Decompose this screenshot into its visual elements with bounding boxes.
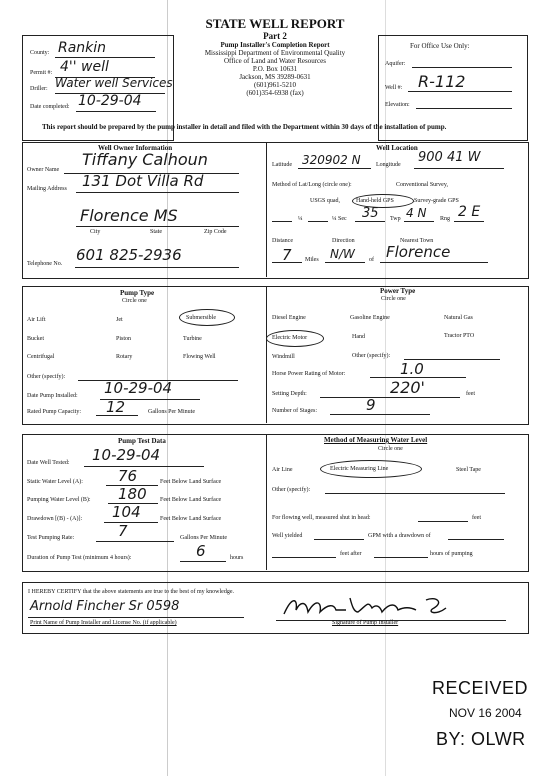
electric-motor-circle bbox=[266, 330, 324, 347]
duration-label: Duration of Pump Test (minimum 4 hours): bbox=[27, 555, 132, 561]
setting-depth-value[interactable]: 220' bbox=[390, 378, 425, 397]
pump-other-label: Other (specify): bbox=[27, 374, 66, 380]
city-state-value[interactable]: Florence MS bbox=[80, 206, 178, 225]
longitude-value[interactable]: 900 41 W bbox=[418, 150, 481, 165]
power-diesel[interactable]: Diesel Engine bbox=[272, 315, 306, 321]
measuring-circle-one: Circle one bbox=[378, 446, 403, 452]
power-gasoline[interactable]: Gasoline Engine bbox=[350, 315, 390, 321]
hp-value[interactable]: 1.0 bbox=[400, 360, 424, 378]
received-by: BY: OLWR bbox=[436, 729, 526, 749]
received-date: NOV 16 2004 bbox=[449, 706, 522, 720]
location-section-title: Well Location bbox=[376, 144, 418, 152]
longitude-label: Longitude bbox=[376, 162, 401, 168]
drawdown-value[interactable]: 104 bbox=[112, 503, 141, 521]
stages-value[interactable]: 9 bbox=[366, 396, 376, 414]
date-completed-value[interactable]: 10-29-04 bbox=[78, 93, 142, 109]
township-value[interactable]: 4 N bbox=[406, 206, 427, 220]
feet-label: feet bbox=[466, 391, 475, 397]
pump-test-title: Pump Test Data bbox=[118, 437, 166, 445]
pump-jet[interactable]: Jet bbox=[116, 317, 123, 323]
distance-value[interactable]: 7 bbox=[282, 246, 292, 264]
flowing-head-label: For flowing well, measured shut in head: bbox=[272, 515, 371, 521]
pump-bucket[interactable]: Bucket bbox=[27, 336, 44, 342]
power-electric-motor[interactable]: Electric Motor bbox=[272, 335, 308, 341]
pump-flowing-well[interactable]: Flowing Well bbox=[183, 354, 216, 360]
date-tested-value[interactable]: 10-29-04 bbox=[92, 446, 161, 464]
measuring-electric-line[interactable]: Electric Measuring Line bbox=[330, 466, 389, 472]
static-level-unit: Feet Below Land Surface bbox=[160, 479, 222, 485]
agency-office: Office of Land and Water Resources bbox=[224, 57, 326, 65]
pump-centrifugal[interactable]: Centrifugal bbox=[27, 354, 55, 360]
driller-value[interactable]: Water well Services bbox=[55, 76, 173, 90]
telephone-label: Telephone No. bbox=[27, 261, 63, 267]
duration-value[interactable]: 6 bbox=[196, 542, 206, 560]
date-tested-label: Date Well Tested: bbox=[27, 460, 70, 466]
drawdown-label: Drawdown [(B) - (A)]: bbox=[27, 516, 83, 522]
form-part: Part 2 bbox=[263, 31, 287, 41]
power-tractor-pto[interactable]: Tractor PTO bbox=[444, 333, 475, 339]
miles-label: Miles bbox=[305, 257, 319, 263]
installer-signature bbox=[276, 592, 456, 622]
hp-label: Horse Power Rating of Motor: bbox=[272, 371, 346, 377]
owner-name-value[interactable]: Tiffany Calhoun bbox=[82, 150, 208, 169]
static-level-value[interactable]: 76 bbox=[118, 467, 138, 485]
office-use-title: For Office Use Only: bbox=[410, 42, 470, 50]
method-survey-grade[interactable]: Survey-grade GPS bbox=[414, 198, 459, 204]
rated-capacity-label: Rated Pump Capacity: bbox=[27, 409, 81, 415]
well-number-label: Well #: bbox=[385, 85, 403, 91]
nearest-town-label: Nearest Town bbox=[400, 238, 434, 244]
power-type-title: Power Type bbox=[380, 287, 416, 295]
pump-rotary[interactable]: Rotary bbox=[116, 354, 133, 360]
instructions-text: This report should be prepared by the pump installer in detail and filed with the Department within 30 days of the installation of pump. bbox=[42, 123, 447, 131]
agency-pobox: P.O. Box 10631 bbox=[252, 65, 298, 73]
gpm-drawdown-label: GPM with a drawdown of bbox=[368, 533, 431, 539]
pump-air-lift[interactable]: Air Lift bbox=[27, 317, 46, 323]
static-level-label: Static Water Level (A): bbox=[27, 479, 83, 485]
mailing-address-label: Mailing Address bbox=[27, 186, 67, 192]
county-label: County: bbox=[30, 50, 50, 56]
quarter-1: ¼ bbox=[298, 216, 303, 222]
county-value[interactable]: Rankin bbox=[58, 40, 107, 56]
agency-line: Mississippi Department of Environmental Quality bbox=[204, 49, 346, 57]
test-rate-value[interactable]: 7 bbox=[118, 522, 128, 540]
measuring-other-label: Other (specify): bbox=[272, 487, 311, 493]
nearest-town-value[interactable]: Florence bbox=[386, 243, 451, 261]
certify-text: I HEREBY CERTIFY that the above statements are true to the best of my knowledge. bbox=[28, 589, 234, 595]
pump-circle-one: Circle one bbox=[122, 298, 147, 304]
quarter-sec-label: ¼ Sec bbox=[332, 216, 347, 222]
pump-piston[interactable]: Piston bbox=[116, 336, 132, 342]
well-number-value[interactable]: R-112 bbox=[418, 72, 466, 91]
latitude-label: Latitude bbox=[272, 162, 292, 168]
range-value[interactable]: 2 E bbox=[458, 204, 481, 220]
agency-city: Jackson, MS 39289-0631 bbox=[239, 73, 311, 81]
measuring-steel-tape[interactable]: Steel Tape bbox=[456, 467, 481, 473]
pumping-level-unit: Feet Below Land Surface bbox=[160, 497, 222, 503]
date-completed-label: Date completed: bbox=[30, 104, 70, 110]
agency-fax: (601)354-6938 (fax) bbox=[246, 89, 304, 97]
date-installed-label: Date Pump Installed: bbox=[27, 393, 78, 399]
hours-pumping-label: hours of pumping bbox=[430, 551, 473, 557]
state-label: State bbox=[150, 229, 162, 235]
power-windmill[interactable]: Windmill bbox=[272, 354, 295, 360]
agency-phone: (601)961-5210 bbox=[254, 81, 296, 89]
measuring-title: Method of Measuring Water Level bbox=[324, 436, 428, 444]
of-label: of bbox=[369, 257, 374, 263]
elevation-label: Elevation: bbox=[385, 102, 410, 108]
direction-value[interactable]: N/W bbox=[330, 247, 355, 261]
form-title: STATE WELL REPORT bbox=[205, 16, 345, 31]
pump-turbine[interactable]: Turbine bbox=[183, 336, 202, 342]
owner-name-label: Owner Name bbox=[27, 167, 60, 173]
telephone-value[interactable]: 601 825-2936 bbox=[76, 246, 182, 264]
form-header bbox=[170, 16, 380, 97]
stages-label: Number of Stages: bbox=[272, 408, 317, 414]
measuring-air-line[interactable]: Air Line bbox=[272, 467, 293, 473]
method-handheld[interactable]: Hand-held GPS bbox=[356, 198, 394, 204]
method-label: Method of Lat/Long (circle one): bbox=[272, 182, 352, 188]
feet-after-label: feet after bbox=[340, 551, 362, 557]
city-label: City bbox=[90, 229, 101, 235]
power-hand[interactable]: Hand bbox=[352, 334, 365, 340]
power-natural-gas[interactable]: Natural Gas bbox=[444, 315, 473, 321]
method-conventional[interactable]: Conventional Survey, bbox=[396, 182, 448, 188]
zip-label: Zip Code bbox=[204, 229, 227, 235]
power-other-label: Other (specify): bbox=[352, 353, 391, 359]
pumping-level-value[interactable]: 180 bbox=[118, 485, 147, 503]
aquifer-label: Aquifer: bbox=[385, 61, 406, 67]
setting-depth-label: Setting Depth: bbox=[272, 391, 307, 397]
direction-label: Direction bbox=[332, 238, 355, 244]
signature-label: Signature of Pump Installer bbox=[332, 620, 399, 626]
range-label: Rng bbox=[440, 216, 451, 222]
submersible-circle bbox=[179, 309, 235, 326]
test-rate-label: Test Pumping Rate: bbox=[27, 535, 75, 541]
pump-submersible[interactable]: Submersible bbox=[186, 315, 216, 321]
power-circle-one: Circle one bbox=[381, 296, 406, 302]
distance-label: Distance bbox=[272, 238, 293, 244]
installer-name-label: Print Name of Pump Installer and License No. (if applicable) bbox=[30, 620, 177, 626]
duration-unit: hours bbox=[230, 555, 244, 561]
permit-value[interactable]: 4'' well bbox=[60, 59, 109, 75]
driller-label: Driller: bbox=[30, 86, 48, 92]
pump-type-title: Pump Type bbox=[120, 289, 155, 297]
section-value[interactable]: 35 bbox=[362, 206, 379, 221]
flowing-feet-label: feet bbox=[472, 515, 481, 521]
owner-section-title: Well Owner Information bbox=[98, 144, 173, 152]
pumping-level-label: Pumping Water Level (B): bbox=[27, 497, 91, 503]
township-label: Twp bbox=[390, 216, 401, 222]
mailing-address-value[interactable]: 131 Dot Villa Rd bbox=[82, 172, 204, 190]
gpm-label: Gallons Per Minute bbox=[148, 409, 195, 415]
latitude-value[interactable]: 320902 N bbox=[302, 153, 361, 167]
drawdown-unit: Feet Below Land Surface bbox=[160, 516, 222, 522]
date-installed-value[interactable]: 10-29-04 bbox=[104, 379, 173, 397]
test-rate-unit: Gallons Per Minute bbox=[180, 535, 227, 541]
installer-name-value[interactable]: Arnold Fincher Sr 0598 bbox=[30, 599, 180, 614]
permit-label: Permit #: bbox=[30, 70, 53, 76]
method-usgs[interactable]: USGS quad, bbox=[310, 198, 341, 204]
rated-capacity-value[interactable]: 12 bbox=[106, 398, 126, 416]
well-yielded-label: Well yielded bbox=[272, 533, 303, 539]
electric-line-circle bbox=[320, 460, 422, 478]
received-stamp: RECEIVED bbox=[432, 678, 529, 698]
form-subtitle: Pump Installer's Completion Report bbox=[220, 41, 330, 49]
